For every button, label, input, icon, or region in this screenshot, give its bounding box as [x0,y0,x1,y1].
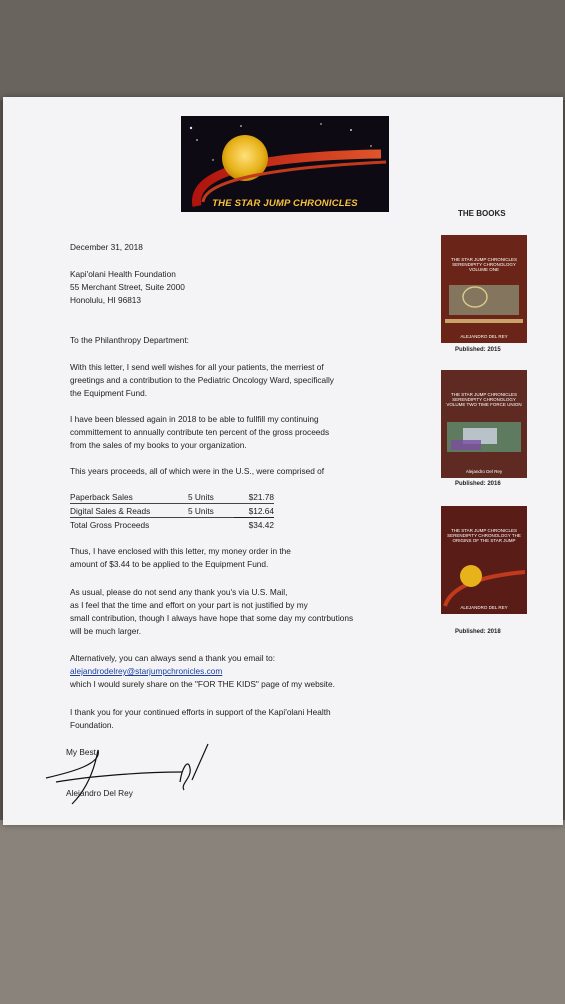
table-row [70,490,274,504]
paragraph-5-line-2: as I feel that the time and effort on your part is not justified by my [70,600,308,610]
paragraph-1-line-3: the Equipment Fund. [70,388,148,398]
book-art-icon [441,370,527,478]
logo-title: THE STAR JUMP CHRONICLES [212,198,358,209]
book-cover-2 [441,370,527,478]
background-bottom [0,820,565,1004]
paragraph-7-line-2: Foundation. [70,720,114,730]
closing: My Best, [66,747,99,757]
recipient-name: Kapi'olani Health Foundation [70,269,176,279]
paragraph-5-line-1: As usual, please do not send any thank you's via U.S. Mail, [70,587,288,597]
paragraph-3: This years proceeds, all of which were in the U.S., were comprised of [70,466,325,476]
letter-date: December 31, 2018 [70,242,143,252]
paragraph-4-line-2: amount of $3.44 to be applied to the Equipment Fund. [70,559,269,569]
book-cover-3 [441,506,527,614]
proceeds-units: 5 Units [188,491,214,502]
book-published-1: Published: 2015 [455,347,501,353]
book-author: ALEJANDRO DEL REY [460,334,508,339]
handwritten-signature [42,742,212,812]
book-cover-text: THE STAR JUMP CHRONICLES SERENDIPITY CHRONOLOGY THE ORIGINS OF THE STAR JUMP [447,528,521,543]
book-cover-1 [441,235,527,343]
book-author: Alejandro Del Rey [465,469,503,474]
star-jump-logo [181,116,389,212]
book-cover-text: THE STAR JUMP CHRONICLES SERENDIPITY CHRONOLOGY VOLUME TWO TIME FORCE UNION [446,392,522,407]
background-top [0,0,565,100]
paragraph-2-line-2: committement to annually contribute ten percent of the gross proceeds [70,427,330,437]
paragraph-6-intro: Alternatively, you can always send a thank you email to: [70,653,276,663]
proceeds-label: Paperback Sales [70,491,133,502]
paragraph-4-line-1: Thus, I have enclosed with this letter, my money order in the [70,546,291,556]
book-cover-text: THE STAR JUMP CHRONICLES SERENDIPITY CHRONOLOGY VOLUME ONE [450,257,518,272]
salutation: To the Philanthropy Department: [70,335,189,345]
paragraph-2-line-3: from the sales of my books to your organization. [70,440,247,450]
paragraph-2-line-1: I have been blessed again in 2018 to be able to fullfill my continuing [70,414,319,424]
books-heading: THE BOOKS [458,209,506,218]
proceeds-amount: $34.42 [248,519,274,530]
paragraph-5-line-3: small contribution, though I always have hope that some day my contrbutions [70,613,354,623]
book-published-3: Published: 2018 [455,629,501,635]
proceeds-units [188,518,234,532]
book-author: ALEJANDRO DEL REY [460,605,508,610]
book-art-icon [441,235,527,343]
email-link[interactable]: alejandrodelrey@starjumpchronicles.com [70,666,223,676]
proceeds-units: 5 Units [188,505,214,516]
recipient-street: 55 Merchant Street, Suite 2000 [70,282,185,292]
paragraph-1-line-1: With this letter, I send well wishes for all your patients, the merriest of [70,362,324,372]
proceeds-label: Digital Sales & Reads [70,505,151,516]
table-row [70,518,274,532]
paragraph-7-line-1: I thank you for your continued efforts in support of the Kapi'olani Health [70,707,331,717]
table-row [70,504,274,518]
paragraph-6-outro: which I would surely share on the "FOR THE KIDS" page of my website. [70,679,335,689]
signer-name: Alejandro Del Rey [66,788,133,798]
book-art-icon [441,506,527,614]
book-published-2: Published: 2016 [455,481,501,487]
recipient-city: Honolulu, HI 96813 [70,295,142,305]
proceeds-amount: $21.78 [248,491,274,502]
paragraph-1-line-2: greetings and a contribution to the Pediatric Oncology Ward, specifically [70,375,334,385]
proceeds-table [70,490,274,531]
proceeds-label: Total Gross Proceeds [70,519,150,530]
paragraph-5-line-4: will be much larger. [70,626,142,636]
proceeds-amount: $12.64 [234,504,274,518]
